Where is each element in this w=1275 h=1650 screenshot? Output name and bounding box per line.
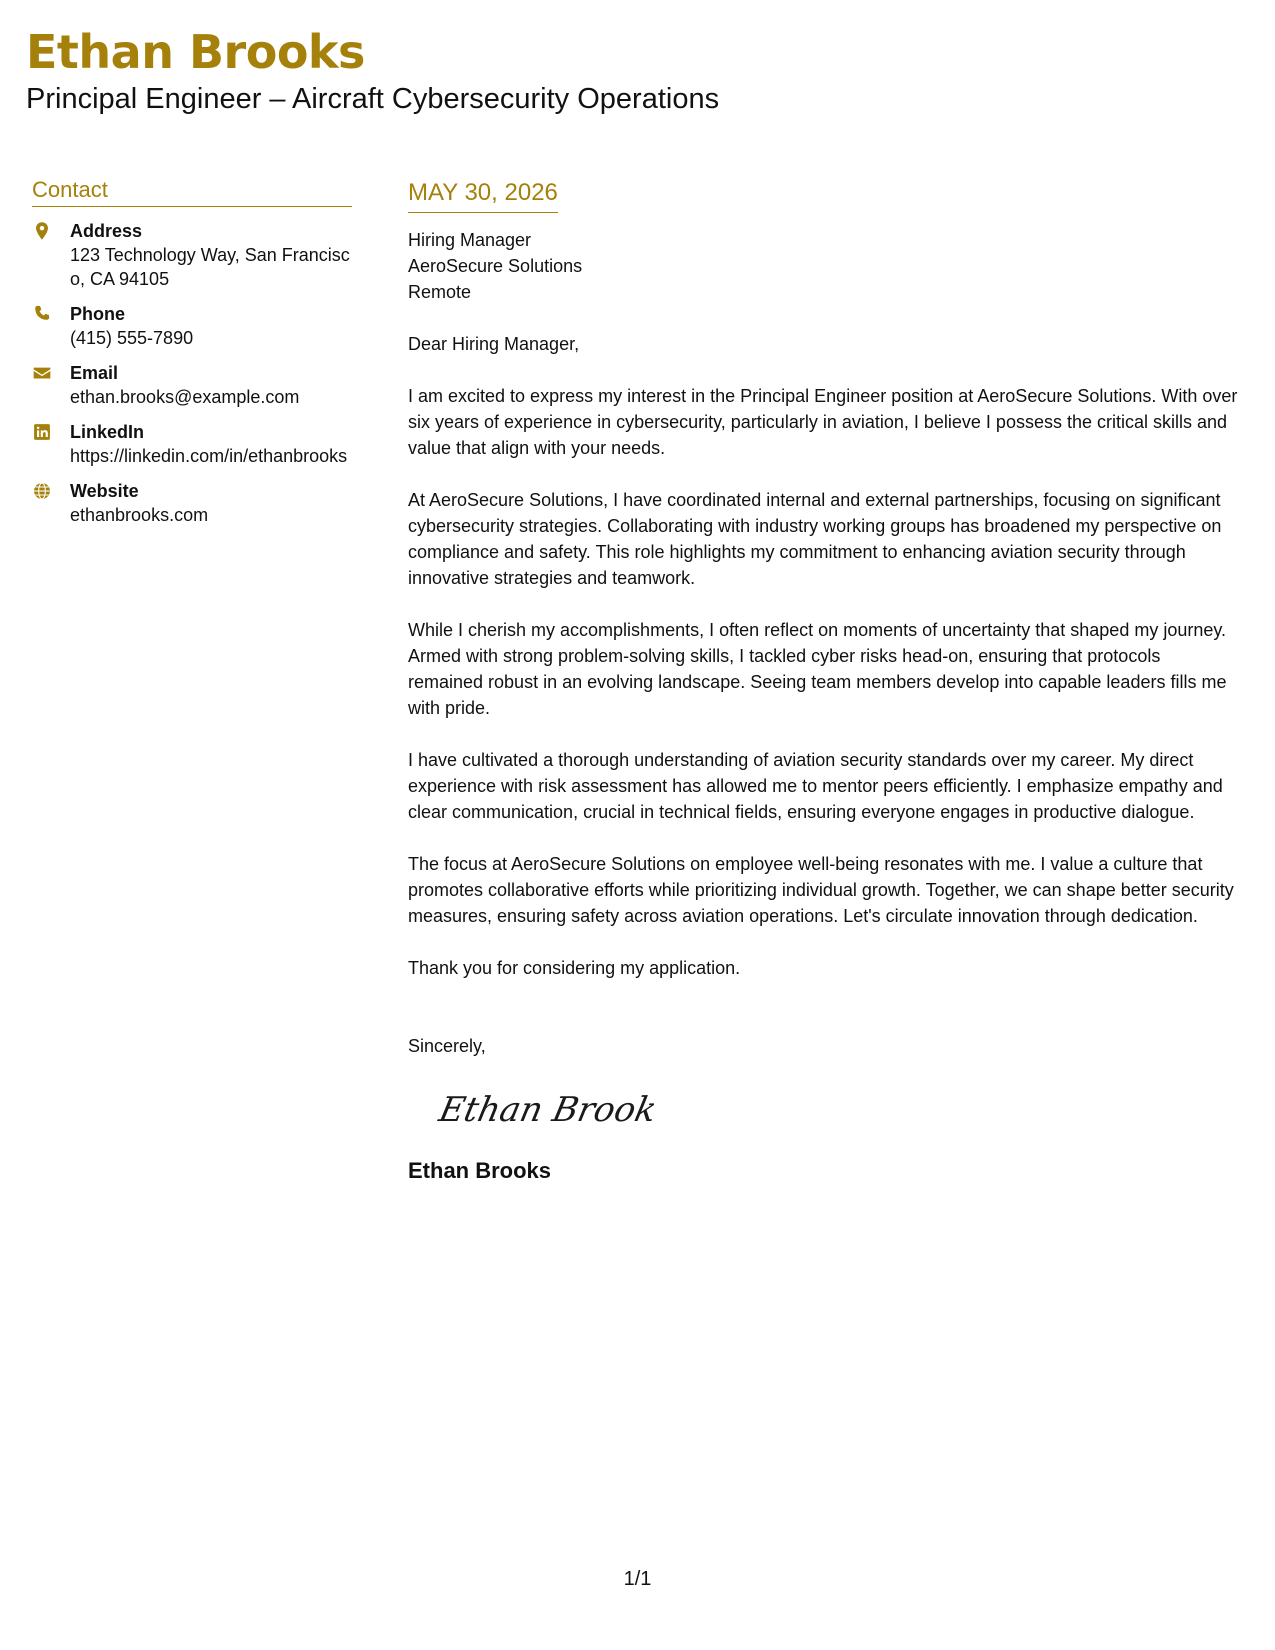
paragraph: I am excited to express my interest in the Principal Engineer position at AeroSecure Solutions. With over six years of experience in cybersecurity, particularly in aviation, I believe I possess the critical skills and value that align with your needs. [408, 386, 1238, 458]
contact-label: LinkedIn [70, 422, 145, 442]
paragraph: While I cherish my accomplishments, I often reflect on moments of uncertainty that shaped my journey. Armed with strong problem-solving skills, I tackled cyber risks head-on, ensuring that protocols remained robust in an evolving landscape. Seeing team members develop into capable leaders fills me with pride. [408, 620, 1227, 718]
contact-list [32, 219, 352, 527]
signature-image [434, 1081, 654, 1137]
envelope-icon [32, 361, 70, 409]
phone-value[interactable]: (415) 555-7890 [70, 328, 194, 348]
contact-label: Website [70, 481, 139, 501]
thanks-line: Thank you for considering my application. [408, 958, 741, 978]
paragraph: I have cultivated a thorough understanding of aviation security standards over my career. My direct experience with risk assessment has allowed me to mentor peers efficiently. I emphasize empathy and clear communication, crucial in technical fields, ensuring everyone engages in productive dialogue. [408, 750, 1223, 822]
contact-item-address [32, 219, 352, 291]
email-value[interactable]: ethan.brooks@example.com [70, 387, 300, 407]
applicant-title: Principal Engineer – Aircraft Cybersecurity Operations [26, 83, 720, 115]
recipient-block [408, 227, 1240, 305]
linkedin-icon [32, 420, 70, 468]
contact-item-linkedin [32, 420, 352, 468]
page-number: 1/1 [623, 1568, 652, 1590]
signature-text: Ethan Brooks [435, 1090, 654, 1130]
signed-name: Ethan Brooks [408, 1158, 552, 1183]
contact-item-email [32, 361, 352, 409]
contact-item-website [32, 479, 352, 527]
contact-sidebar [32, 176, 352, 538]
contact-item-phone [32, 302, 352, 350]
contact-label: Phone [70, 304, 126, 324]
address-value: 123 Technology Way, San Francisco, CA 94105 [70, 245, 350, 289]
applicant-name: Ethan Brooks [26, 25, 365, 79]
linkedin-value[interactable]: https://linkedin.com/in/ethanbrooks [70, 446, 348, 466]
phone-icon [32, 302, 70, 350]
paragraph: The focus at AeroSecure Solutions on employee well-being resonates with me. I value a culture that promotes collaborative efforts while prioritizing individual growth. Together, we can shape better security measures, ensuring safety across aviation operations. Let's circulate innovation through dedication. [408, 854, 1234, 926]
letter-header [26, 22, 719, 118]
map-pin-icon [32, 219, 70, 291]
sign-off: Sincerely, [408, 1036, 486, 1056]
contact-label: Address [70, 221, 143, 241]
globe-icon [32, 479, 70, 527]
recipient-location: Remote [408, 282, 472, 302]
letter-body [408, 178, 1240, 1186]
letter-date: MAY 30, 2026 [408, 178, 558, 213]
contact-heading: Contact [32, 176, 352, 207]
recipient-name: Hiring Manager [408, 230, 532, 250]
recipient-company: AeroSecure Solutions [408, 256, 583, 276]
paragraph: At AeroSecure Solutions, I have coordinated internal and external partnerships, focusing on significant cybersecurity strategies. Collaborating with industry working groups has broadened my perspective on compliance and safety. This role highlights my commitment to enhancing aviation security through innovative strategies and teamwork. [408, 490, 1222, 588]
contact-label: Email [70, 363, 119, 383]
website-value[interactable]: ethanbrooks.com [70, 505, 209, 525]
greeting: Dear Hiring Manager, [408, 334, 580, 354]
